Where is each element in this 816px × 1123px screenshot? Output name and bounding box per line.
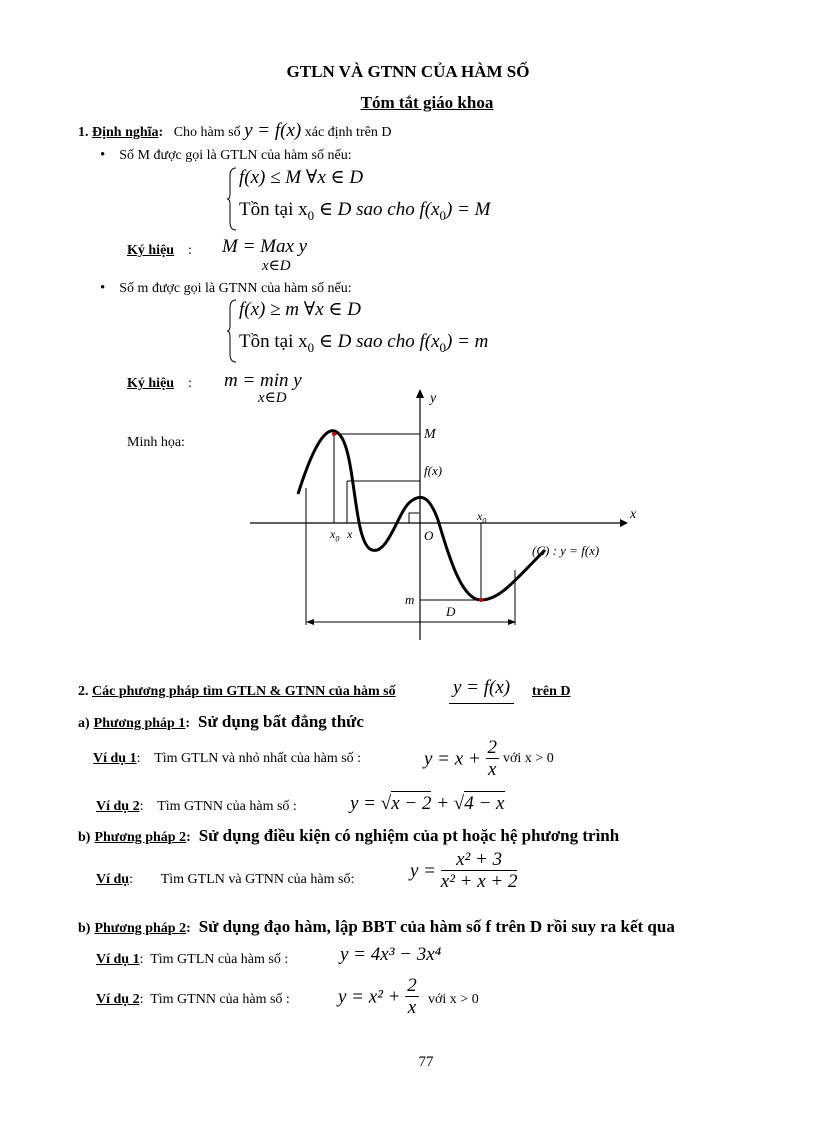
example1-line: Ví dụ 1: Tìm GTLN và nhỏ nhất của hàm số : [93, 751, 362, 766]
method-b-heading: b) Phương pháp 2: Sử dụng điều kiện có nghiệm của pt hoặc hệ phương trình [78, 826, 620, 845]
definition-text: Cho hàm số [173, 125, 241, 140]
examplec2-formula: y = x² + $\frac{2}{x}$ [338, 975, 417, 1018]
bullet-dot: • [100, 280, 106, 296]
min-notation: m = min y [224, 370, 302, 391]
max-value-label: M [424, 427, 436, 442]
y-axis-arrow [416, 389, 424, 398]
max-condition-2: Tồn tại $x_0$ ∈ D sao cho $f(x_0) = M$ [239, 199, 491, 223]
page-number: 77 [418, 1054, 434, 1070]
illustration-label: Minh họa: [127, 435, 185, 450]
example2-formula: y = √x − 2 + √4 − x [350, 793, 505, 814]
fx-value-label: f(x) [424, 463, 443, 478]
section2-formula: y = f(x) [449, 677, 514, 704]
min-system-brace [226, 298, 238, 364]
max-condition-1: f(x) ≤ M ∀x ∈ D [239, 167, 364, 188]
exampleb-line: Ví dụ: Tìm GTLN và GTNN của hàm số: [96, 872, 355, 887]
x-axis-arrow [620, 519, 628, 527]
bullet-dot: • [100, 147, 106, 163]
function-curve [298, 431, 545, 600]
max-point [332, 432, 336, 436]
method-a-heading: a) Phương pháp 1: Sử dụng bất đẳng thức [78, 712, 364, 731]
max-system-brace [226, 166, 238, 232]
bullet-max-text: Số M được gọi là GTLN của hàm số nếu: [119, 148, 352, 163]
min-condition-1: f(x) ≥ m ∀x ∈ D [239, 299, 361, 320]
min-condition-2: Tồn tại $x_0$ ∈ D sao cho $f(x_0) = m$ [239, 331, 489, 355]
min-value-label: m [405, 592, 415, 607]
x-axis-label: x [630, 507, 637, 522]
examplec2-condition: với x > 0 [428, 992, 479, 1007]
section2-heading-end: trên D [532, 684, 571, 699]
section2-heading: 2. Các phương pháp tìm GTLN & GTNN của hàm số [78, 684, 396, 699]
example1-condition: với x > 0 [503, 751, 554, 766]
max-notation: M = Max y [222, 236, 308, 257]
min-point [479, 598, 483, 602]
x0-left-label: $x_0$ [330, 527, 340, 544]
definition-label: Định nghĩa [92, 125, 159, 140]
page-subtitle: Tóm tắt giáo khoa [360, 93, 494, 112]
min-notation-label: Ký hiệu [127, 376, 175, 391]
example1-formula: y = x + $\frac{2}{x}$ [424, 737, 498, 780]
bullet-min-text: Số m được gọi là GTNN của hàm số nếu: [119, 281, 352, 296]
examplec2-line: Ví dụ 2: Tìm GTNN của hàm số : [96, 992, 290, 1007]
method-c-heading: b) Phương pháp 2: Sử dụng đạo hàm, lập BBT của hàm số f trên D rồi suy ra kết qua [78, 917, 675, 936]
example2-line: Ví dụ 2: Tìm GTNN của hàm số : [96, 799, 297, 814]
exampleb-formula: y = $\frac{\text{x² + 3}}{\text{x² + x + 2}}$ [410, 849, 518, 892]
max-notation-colon: : [188, 243, 192, 258]
min-notation-sub: x∈D [258, 390, 287, 406]
definition-formula: y = f(x) [244, 120, 302, 141]
page-title: GTLN VÀ GTNN CỦA HÀM SỐ [286, 62, 530, 81]
right-angle-mark [409, 513, 419, 523]
definition-domain: xác định trên D [304, 125, 392, 140]
max-notation-label: Ký hiệu [127, 243, 175, 258]
x-small-label: x [347, 527, 353, 541]
domain-label: D [446, 604, 456, 619]
curve-label: (C) : y = f(x) [532, 543, 600, 558]
bullet-min [100, 280, 352, 297]
colon: : [158, 125, 164, 140]
bullet-max [100, 147, 352, 164]
examplec1-line: Ví dụ 1: Tìm GTLN của hàm số : [96, 952, 289, 967]
examplec1-formula: y = 4x³ − 3x⁴ [340, 944, 442, 965]
section-number: 1. [78, 125, 89, 140]
x0-right-label: $x_0$ [477, 509, 487, 526]
y-axis-label: y [430, 391, 437, 406]
definition-line [78, 120, 391, 142]
domain-arrow-left [306, 619, 314, 625]
max-notation-sub: x∈D [262, 258, 291, 274]
min-notation-colon: : [188, 376, 192, 391]
origin-label: O [424, 528, 434, 543]
